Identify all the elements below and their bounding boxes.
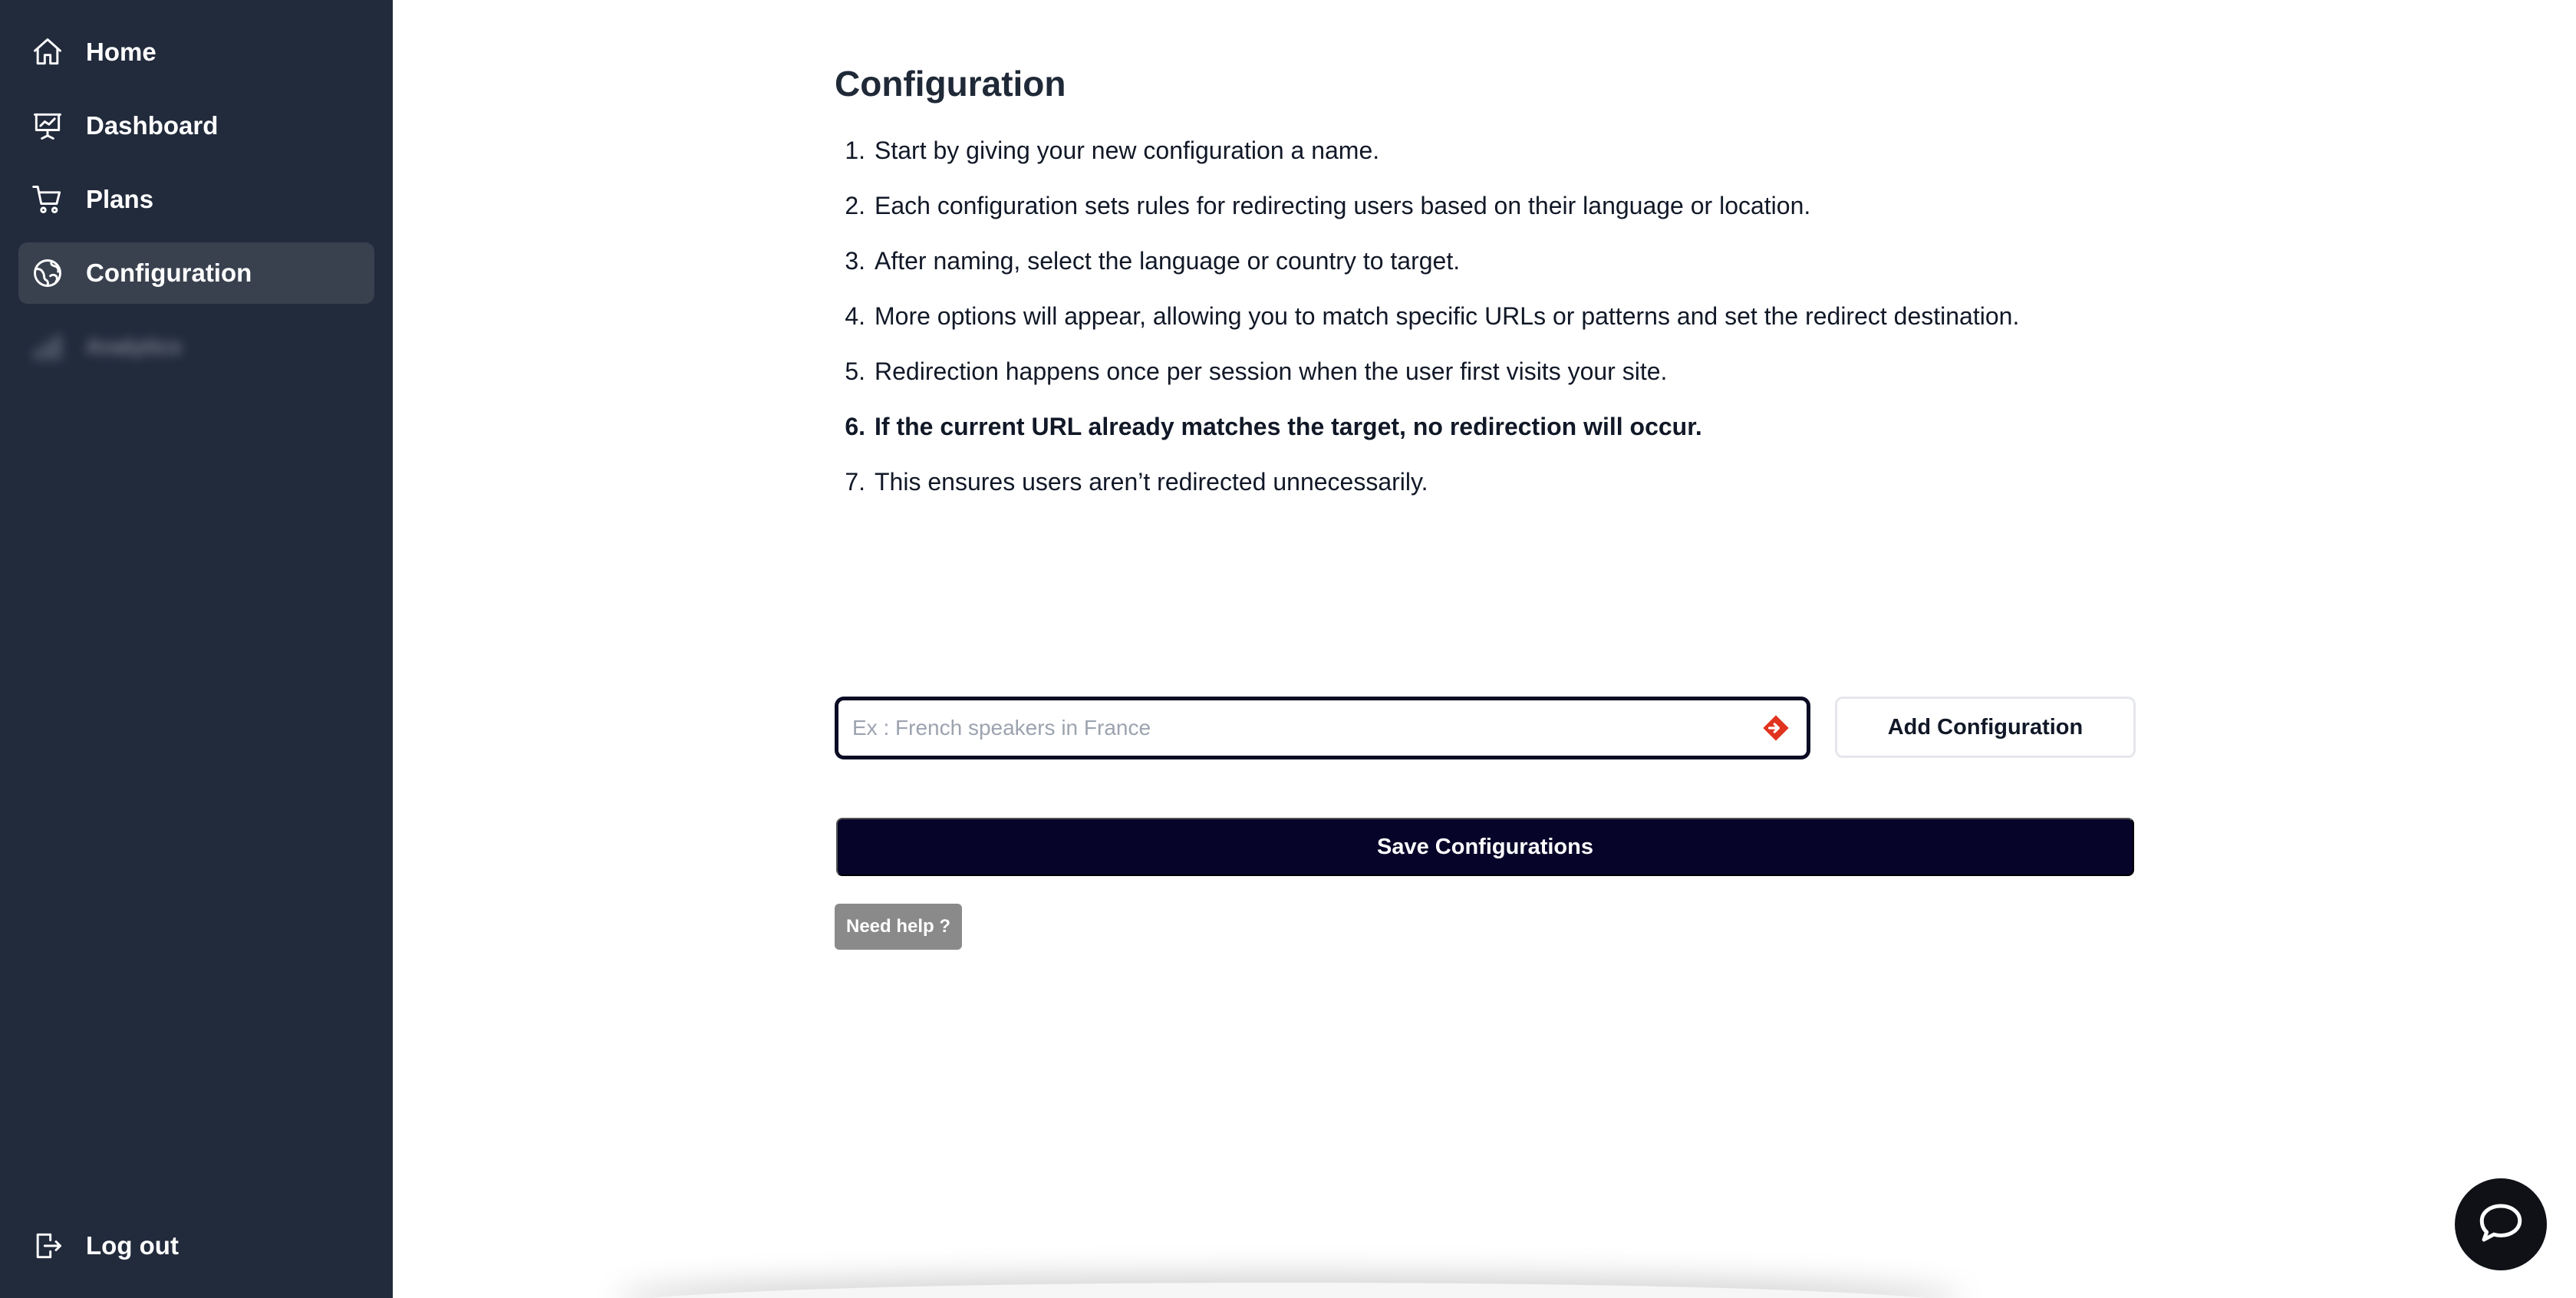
sidebar-item-label: Plans — [86, 185, 154, 213]
sidebar-item-label: Dashboard — [86, 111, 219, 140]
bar-chart-icon — [31, 330, 64, 364]
sidebar-item-label: Configuration — [86, 259, 252, 287]
chart-presentation-icon — [31, 109, 64, 143]
cart-icon — [31, 183, 64, 216]
need-help-button[interactable]: Need help ? — [835, 904, 962, 950]
configuration-name-field — [835, 697, 1810, 759]
instructions-list — [835, 129, 2019, 516]
list-item: 6. If the current URL already matches the target, no redirection will occur. — [845, 413, 1702, 440]
sidebar-item-configuration[interactable] — [18, 242, 374, 304]
sidebar-item-label: Home — [86, 38, 156, 66]
list-item: 3. After naming, select the language or country to target. — [845, 247, 1461, 275]
add-configuration-button[interactable]: Add Configuration — [1835, 697, 2136, 758]
sidebar-item-home[interactable] — [18, 21, 374, 83]
page-title: Configuration — [835, 64, 1066, 104]
chat-bubble-icon — [2476, 1198, 2526, 1252]
chat-launcher-button[interactable] — [2455, 1178, 2547, 1270]
configuration-name-input[interactable] — [838, 700, 1759, 756]
globe-icon — [31, 256, 64, 290]
logout-button[interactable] — [18, 1215, 374, 1277]
bottom-panel-shadow — [614, 1283, 1964, 1298]
sidebar-item-plans[interactable] — [18, 169, 374, 230]
logout-label: Log out — [86, 1231, 179, 1260]
list-item: 2. Each configuration sets rules for redirecting users based on their language or location. — [845, 192, 1811, 219]
list-item: 5. Redirection happens once per session when the user first visits your site. — [845, 357, 1668, 385]
password-manager-icon[interactable] — [1759, 711, 1793, 745]
list-item: 4. More options will appear, allowing you to match specific URLs or patterns and set the redirect destination. — [845, 302, 2020, 330]
list-item: 7. This ensures users aren’t redirected unnecessarily. — [845, 468, 1428, 496]
sidebar-item-dashboard[interactable] — [18, 95, 374, 156]
logout-icon — [31, 1229, 64, 1263]
sidebar-item-label: Analytics — [86, 334, 182, 358]
home-icon — [31, 35, 64, 69]
sidebar — [0, 0, 393, 1298]
save-configurations-button[interactable]: Save Configurations — [836, 818, 2134, 876]
sidebar-item-analytics[interactable] — [18, 316, 374, 377]
list-item: 1. Start by giving your new configuration a name. — [845, 137, 1380, 164]
